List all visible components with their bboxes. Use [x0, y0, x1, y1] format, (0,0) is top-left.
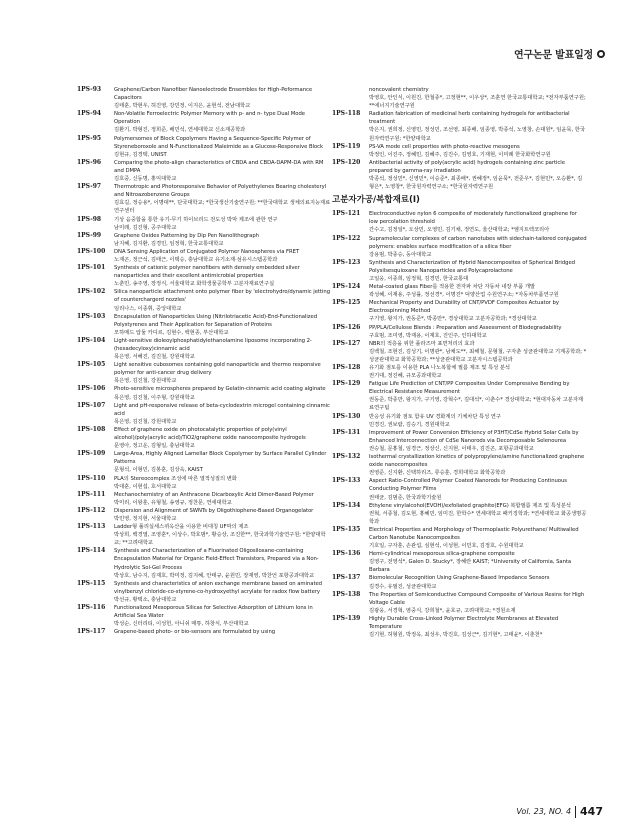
entry-title: Dispersion and Alignment of SWNTs by Oligothiophene-Based Organogelator — [114, 507, 314, 514]
entry-authors: 박정인, 이진주, 정혜민, 김혜주, 김진수, 김영호, 기재현, 이미례 한국화학연구원 — [369, 151, 551, 158]
entry-title: Biomolecular Recognition Using Graphene-Based Impedance Sensors — [369, 575, 550, 582]
list-item — [77, 361, 332, 385]
entry-authors: 박은지, 권희정, 신영민, 정성민, 조선영, 최종배, 임종영, 박종석, 노영창, 손대원*, 임윤묵, 한국원자력연구원; *한양대학교 — [369, 127, 585, 142]
entry-title: Silica nanoparticle attachment onto polymer fiber by 'electrohydro/dynamic jetting of counterchargerd nozzles' — [114, 289, 331, 304]
entry-body — [369, 324, 587, 340]
entry-authors: 박상희, 백경열, 조영훈*, 이상수, 박호범*, 황승상, 조진한**, 한국과학기술연구원; *한양대학교; **고려대학교 — [114, 532, 326, 547]
right-section-list — [332, 210, 587, 639]
list-item — [332, 235, 587, 259]
entry-title: noncovalent chemistry — [369, 87, 429, 93]
entry-authors: 박미리, 이왕훈, 유형철, 송영규, 정찬문, 연세대학교 — [114, 499, 232, 506]
list-item — [332, 453, 587, 477]
entry-body — [114, 523, 332, 547]
list-item — [332, 526, 587, 550]
list-item — [77, 547, 332, 579]
entry-authors: 권승철, 문홍철, 임경근, 정상신, 신지현, 이태우, 김진곤, 포항공과대학교 — [369, 445, 534, 452]
entry-authors: 박종석, 정성민*, 신영민*, 이승준*, 최종배*, 권혜정*, 임윤묵*, 전준우*, 김현민*, 오승환*, 김형은*, 노영창*, 한국원자력연구소; *한국원자력연구원 — [369, 176, 583, 191]
header-title: 연구논문 발표일정 — [514, 50, 593, 61]
entry-title: Electroconductive nylon 6 composite of moderately functionalized graphene for low percolation threshold — [369, 211, 577, 226]
list-item — [77, 507, 332, 523]
entry-authors: 문영아, 정고운, 김형일, 충남대학교 — [114, 443, 195, 450]
entry-authors: 김백철, 조현진, 김성기, 이명관*, 남채도**, 최해철, 문형철, 구자춘 성균관대학교 기계공학과; *성균관대학교 화학공학과; **성균관대학교 고분자시스템공학과 — [369, 348, 587, 363]
entry-number: 1PS-112 — [77, 506, 106, 514]
right-top-list — [332, 86, 587, 191]
entry-number: 1PS-132 — [332, 453, 361, 461]
entry-title: Synthesis of cationic polymer nanofibers with densely embedded silver nanoparticles and their excellent antimicrobial properties — [114, 265, 300, 280]
list-item — [77, 264, 332, 288]
entry-body — [369, 86, 587, 110]
entry-body — [114, 288, 332, 312]
entry-authors: 권혁, 서종철, 김도현, 홍혜민, 임미진, 한학수* 연세대학교 패키징학과; *연세대학교 화공생명공학과 — [369, 510, 587, 525]
entry-title: Metal-coated glass Fiber를 적용한 전자파 차단 자동차 내장 부품 개발 — [369, 284, 535, 291]
entry-number: 1PS-133 — [332, 477, 361, 485]
entry-body — [369, 429, 587, 453]
page-header — [514, 46, 605, 61]
left-column — [77, 86, 332, 636]
list-item — [332, 210, 587, 234]
entry-number: 1PS-94 — [77, 110, 102, 118]
entry-number: 1PS-103 — [77, 312, 106, 320]
entry-number: 1PS-106 — [77, 385, 106, 393]
entry-title: The Properties of Semiconductive Compound Composite of Various Resins for High Voltage Cable — [369, 591, 585, 606]
list-item — [332, 159, 587, 191]
entry-title: Effect of graphene oxide on photocatalytic properties of poly(vinyl alcohol)/poly(acrylic acid)/TiO2/graphene oxide nanocomposite hydrogels — [114, 426, 306, 442]
list-item — [77, 232, 332, 248]
entry-number: 1PS-127 — [332, 339, 361, 347]
page-footer — [516, 805, 603, 818]
entry-body — [114, 232, 332, 248]
entry-authors: 남미래, 김진형, 공주대학교 — [114, 224, 177, 231]
list-item — [332, 380, 587, 412]
entry-number: 1PS-121 — [332, 210, 361, 218]
entry-number: 1PS-130 — [332, 412, 361, 420]
entry-authors: 박성순, 신터리티, 이성헌, 아니쉬 매튜, 하창식, 부산대학교 — [114, 621, 249, 628]
entry-body — [114, 159, 332, 183]
entry-number: 1PS-96 — [77, 158, 102, 166]
list-item — [77, 402, 332, 426]
entry-body — [369, 210, 587, 234]
entry-title: Fatigue Life Prediction of CNT/PP Composites Under Compressive Bending by Electrical Resistance Measurement — [369, 381, 570, 396]
entry-authors: 모하메드 압둘 카디르, 김현수, 백현종, 부산대학교 — [114, 329, 229, 336]
entry-title: Functionalized Mesoporous Silicas for Selective Adsorption of Lithium Ions in Artificial Sea Water — [114, 605, 313, 620]
entry-body — [114, 547, 332, 579]
right-column — [332, 86, 587, 639]
entry-body — [114, 604, 332, 628]
entry-number: 1PS-110 — [77, 474, 106, 482]
volume-label: Vol. 23, NO. 4 — [516, 807, 572, 816]
entry-body — [369, 235, 587, 259]
list-item — [77, 385, 332, 401]
entry-body — [369, 364, 587, 380]
entry-number: 1PS-95 — [77, 134, 102, 142]
list-item — [332, 502, 587, 526]
entry-number: 1PS-114 — [77, 547, 106, 555]
entry-number: 1PS-117 — [77, 628, 106, 636]
entry-title: DNA Sensing Application of Conjugated Polymer Nanospheres via FRET — [114, 248, 300, 255]
entry-title: 반응성 유기화 점토 함유 UV 경화계의 기체차단 특성 연구 — [369, 413, 501, 420]
entry-authors: 구효범, 조미영, 박재용, 이재호, 진인주, 인하대학교 — [369, 332, 487, 339]
entry-authors: 김환기, 박형진, 정희준, 배민석, 연세대학교 신소재공학과 — [114, 127, 246, 134]
list-item — [77, 475, 332, 491]
entry-number: 1PS-101 — [77, 264, 106, 272]
entry-authors: 목은영, 김진철, 강원대학교 — [114, 378, 177, 385]
entry-title: Mechanochemistry of an Anthracene Dicarboxylic Acid Dimer-Based Polymer — [114, 491, 314, 498]
list-item — [332, 429, 587, 453]
entry-authors: 김광웅, 서경혁, 염중식, 강희철*, 윤호규, 고려대학교; *경원소재 — [369, 607, 516, 614]
entry-body — [114, 402, 332, 426]
entry-body — [369, 299, 587, 323]
entry-authors: 김기현, 허형원, 박정옥, 최성우, 박진호, 김성근*, 김기현*, 고태윤*, 이춘천* — [369, 632, 543, 639]
entry-number: 1PS-135 — [332, 525, 361, 533]
entry-title: Ethylene vinylalcohol(EVOH)/exfoliated graphite(EFG) 복합필름 제조 및 특성분석 — [369, 502, 571, 509]
entry-authors: 권기대, 정진혜, 규모공과대학교 — [369, 373, 442, 380]
entry-number: 1PS-124 — [332, 283, 361, 291]
entry-title: Ladder형 폴리실세스퀴옥산을 이용한 비대칭 UF막의 제조 — [114, 524, 249, 531]
entry-title: PS-VA mode cell properties with photo-reactive mesogens — [369, 143, 520, 150]
entry-number: 1PS-116 — [77, 604, 106, 611]
list-item — [77, 604, 332, 628]
entry-title: NBR의 적층을 위한 플라즈마 표면처리의 효과 — [369, 340, 475, 347]
page-number: 447 — [580, 805, 603, 818]
entry-body — [369, 615, 587, 639]
entry-title: Radiation fabrication of medicinal herb containing hydrogels for antibacterial treatment — [369, 111, 570, 126]
entry-body — [369, 550, 587, 574]
entry-title: Grapene-based photo- or bio-sensors are formulated by using — [114, 629, 276, 636]
list-item — [77, 580, 332, 604]
list-item — [77, 337, 332, 361]
entry-body — [114, 385, 332, 401]
entry-number: 1PS-113 — [77, 523, 106, 531]
circle-bullet-icon — [597, 50, 605, 58]
entry-authors: 기호일, 구자훈, 손관섭, 심현석, 이성현, 이민호, 김정호, 수원대학교 — [369, 543, 524, 550]
entry-number: 1PS-104 — [77, 336, 106, 344]
entry-authors: 박선규, 황택소, 충남대학교 — [114, 596, 177, 603]
entry-title: Light sensitive cubosomes containing gold nanoparticle and thermo responsive polymer for anti-cancer drug delivery — [114, 362, 321, 377]
entry-number: 1PS-134 — [332, 501, 361, 509]
list-item — [332, 574, 587, 590]
entry-title: 기상 음중합을 통한 유기-무기 하이브리드 전도성 박막 제조에 관한 연구 — [114, 216, 278, 223]
entry-title: Light and pH-responsive release of beta-cyclodextrin microgel containing cinnamic acid — [114, 402, 330, 417]
entry-title: Highly Durable Cross-Linked Polymer Electrolyte Membranes at Elevated Temperature — [369, 615, 559, 630]
entry-title: PLA의 Stereocomplex 조성에 따른 열적성질의 변화 — [114, 475, 237, 482]
entry-body — [369, 526, 587, 550]
entry-authors: 목은영, 김진철, 이주형, 강원대학교 — [114, 394, 195, 401]
entry-number: 1PS-115 — [77, 579, 106, 587]
entry-number: 1PS-107 — [77, 401, 106, 409]
list-item — [332, 299, 587, 323]
list-item — [332, 86, 587, 110]
entry-authors: 박대훈, 이현섭, 호서대학교 — [114, 483, 177, 490]
entry-title: Encapsulation of Nanoparticles Using (Nitrilotriacetic Acid)-End-Functionalized Polystyrenes and Their Application for Separation of Proteins — [114, 313, 318, 328]
entry-body — [369, 259, 587, 283]
list-item — [332, 324, 587, 340]
entry-authors: 구기영, 왕지가, 권동준*, 박종만*, 경상대학교 고분자공학과; *경상대학교 — [369, 316, 537, 323]
list-item — [77, 159, 332, 183]
entry-body — [369, 159, 587, 191]
entry-authors: 박상호, 남수지, 김재호, 박미정, 김지혜, 안태규, 윤원민, 장재영, 박찬언 포항공과대학교 — [114, 572, 315, 579]
entry-title: Supramolecular complexes of carbon nanotubes with sidechain-tailored conjugated polymers: enables surface modification of a silica fiber — [369, 235, 587, 250]
entry-body — [114, 491, 332, 507]
entry-body — [369, 591, 587, 615]
entry-number: 1PS-137 — [332, 574, 361, 582]
entry-body — [369, 143, 587, 159]
entry-body — [114, 361, 332, 385]
entry-body — [114, 426, 332, 450]
list-item — [332, 615, 587, 639]
entry-authors: 간수고, 김정일*, 오상민, 오영민, 김기채, 정연도, 울산대학교; *엠지트렉코리아 — [369, 227, 550, 234]
entry-title: Aspect Ratio-Controlled Polymer Coated Nanorods for Producing Continuous Conducting Polymer Films — [369, 478, 568, 493]
entry-body — [114, 313, 332, 337]
entry-number: 1PS-129 — [332, 380, 361, 388]
list-item — [332, 340, 587, 364]
entry-body — [114, 580, 332, 604]
entry-title: Synthesis and Characterization of a Fluorinated Oligosiloxane-containing Encapsulation Material for Organic Field-Effect Transistors, Prepared via a Non-Hydrolytic Sol-Gel Process — [114, 548, 319, 571]
entry-title: PP/PLA/Cellulose Blends : Preparation and Assessment of Biodegradability — [369, 324, 562, 331]
entry-number: 1PS-108 — [77, 425, 106, 433]
entry-authors: 김영구, 전영석*, Galen D. Stucky*, 장혜란 KAIST; *University of California, Santa Barbara — [369, 559, 572, 574]
entry-authors: 임리나스, 이종휘, 중앙대학교 — [114, 305, 182, 312]
entry-number: 1PS-123 — [332, 258, 361, 266]
entry-title: Photo-sensitive microspheres prepared by Gelatin-cinnamic acid coating alginate — [114, 386, 326, 393]
entry-authors: 곽성혜, 이재용, 주성률, 정선경*, 이명진* 덕양산업 수원연구소; *자동차부품연구원 — [369, 292, 559, 299]
entry-number: 1PS-119 — [332, 142, 361, 150]
entry-number: 1PS-93 — [77, 86, 102, 93]
entry-body — [114, 507, 332, 523]
list-item — [77, 135, 332, 159]
list-item — [77, 426, 332, 450]
list-item — [332, 477, 587, 501]
entry-body — [114, 216, 332, 232]
entry-title: Graphene/Carbon Nanofiber Nanoelectrode Ensembles for High-Peformance Capacitors — [114, 87, 313, 102]
entry-authors: 목은영, 서혜진, 김진철, 강원대학교 — [114, 354, 195, 361]
entry-number: 1PS-126 — [332, 323, 361, 331]
entry-title: 유기화 점토를 이용한 PLA 나노복합체 필름 제조 및 특성 분석 — [369, 365, 510, 371]
entry-body — [369, 413, 587, 429]
entry-title: Large-Area, Highly Aligned Lamellar Block Copolymer by Surface Parallel Cylinder Patterns — [114, 451, 327, 466]
entry-authors: 김현규, 김경택, UNIST — [114, 151, 167, 158]
list-item — [77, 183, 332, 215]
entry-title: Synthesis and characteristics of anion exchange membrane based on aminated vinylbenzyl chloride-co-styrene-co-hydroxyethyl acrylate for radox flow battery — [114, 580, 322, 595]
list-item — [77, 288, 332, 312]
list-item — [332, 110, 587, 142]
list-item — [77, 450, 332, 474]
entry-number: 1PS-128 — [332, 364, 361, 371]
entry-authors: 박영호, 안인식, 이원진, 한철종*, 고정현**, 이우상*, 조훈연 한국교통대학교; *전자부품연구원; **에너지기술연구원 — [369, 95, 586, 110]
list-item — [332, 550, 587, 574]
entry-authors: 권동준, 박종만, 왕지가, 구기영, 강혁수*, 김대석*, 이춘수* 경상대학교; *현대자동차 고분자재료연구팀 — [369, 397, 583, 412]
entry-body — [114, 86, 332, 110]
entry-title: Mechanical Property and Durability of CNT/PVDF Composites Actuator by Electrospinning Method — [369, 300, 559, 315]
entry-title: Electrical Properties and Morphology of Thermoplastic Polyurethane/ Multiwalled Carbon Nanotube Nanocomposites — [369, 526, 579, 541]
entry-number: 1PS-118 — [332, 110, 361, 118]
list-item — [332, 591, 587, 615]
entry-title: Comparing the photo-align characteristics of CBDA and CBDA-DAPM-DA with RM and DMPA — [114, 159, 324, 174]
entry-title: Improvement of Power Conversion Efficiency of P3HT/CdSe Hybrid Solar Cells by Enhanced Interconnection of CdSe Nanorods via Decomposable Selenourea — [369, 429, 579, 444]
entry-body — [369, 380, 587, 412]
list-item — [332, 283, 587, 299]
entry-title: Light-sensitive dioleoylphosphatidylethanolamine liposome incorporating 2-(hexadecyloxy)cinnamic acid — [114, 337, 312, 352]
entry-authors: 노춘민, 송주영, 장정식, 서울대학교 화학생물공학부 고분자재료연구실 — [114, 281, 275, 288]
entry-authors: 문형석, 이형민, 김봉훈, 김상욱, KAIST — [114, 467, 203, 474]
entry-number: 1PS-99 — [77, 231, 102, 239]
entry-number: 1PS-105 — [77, 361, 106, 369]
entry-number: 1PS-138 — [332, 590, 361, 598]
entry-number: 1PS-122 — [332, 234, 361, 242]
list-item — [77, 86, 332, 110]
entry-authors: 김경수, 유필진, 성균관대학교 — [369, 583, 437, 590]
entry-body — [114, 450, 332, 474]
entry-body — [114, 248, 332, 264]
entry-title: Synthesis and Characterization of Hybrid Nanocomposites of Spherical Bridged Polysilsesquioxane Nanoparticles and Polycaprolactone — [369, 259, 575, 274]
entry-body — [114, 135, 332, 159]
footer-divider — [575, 806, 576, 818]
entry-body — [114, 264, 332, 288]
list-item — [332, 364, 587, 380]
entry-authors: 강용범, 박종승, 동아대학교 — [369, 251, 432, 258]
entry-authors: 남지혜, 김지환, 김경민, 임정혁, 한국교통대학교 — [114, 240, 224, 247]
entry-authors: 노재곤, 정근석, 김태근, 이택승, 충남대학교 유기소재·섬유시스템공학과 — [114, 256, 278, 263]
entry-authors: 목은영, 김진철, 강원대학교 — [114, 418, 177, 425]
entry-title: Thermotropic and Photoresponsive Behavior of Polyethylenes Bearing cholesteryl and Nitroazobenzene Groups — [114, 184, 327, 199]
entry-number: 1PS-109 — [77, 450, 106, 458]
entry-body — [114, 337, 332, 361]
entry-number: 1PS-97 — [77, 183, 102, 191]
list-item — [77, 248, 332, 264]
entry-number: 1PS-139 — [332, 614, 361, 622]
entry-number: 1PS-100 — [77, 247, 106, 255]
list-item — [77, 110, 332, 134]
entry-number: 1PS-98 — [77, 215, 102, 223]
entry-authors: 권태균, 김범준, 한국과학기술원 — [369, 494, 442, 501]
entry-authors: 김호중, 신동명, 홍익대학교 — [114, 176, 177, 183]
entry-body — [114, 183, 332, 215]
entry-body — [369, 453, 587, 477]
entry-title: Hemi-cylindrical mesoporous silica-graphene composite — [369, 551, 515, 558]
entry-body — [114, 110, 332, 134]
list-item — [77, 216, 332, 232]
list-item — [77, 313, 332, 337]
list-item — [77, 491, 332, 507]
entry-authors: 민경진, 권보람, 김승기, 경원대학교 — [369, 421, 450, 428]
entry-authors: 김효길, 정승용*, 이명대**, 단국대학교; *한국생산기술연구원; **한국대학교 생체의료지능재료연구센터 — [114, 200, 331, 215]
entry-body — [369, 574, 587, 590]
list-item — [77, 523, 332, 547]
entry-body — [114, 475, 332, 491]
section-heading: 고분자가공/복합재료(I) — [332, 195, 420, 206]
list-item — [332, 259, 587, 283]
entry-title: Graphene Oxides Patterning by Dip Pen Nanolithograph — [114, 232, 259, 239]
list-item — [77, 628, 332, 636]
entry-body — [369, 477, 587, 501]
entry-number: 1PS-102 — [77, 288, 106, 296]
entry-title: Polymersomes of Block Copolymers Having a Sequence-Specific Polymer of Styreneboroxole and N-Functionalized Maleimide as a Glucose-Responsive Block — [114, 135, 324, 150]
entry-title: Isothermal crystallization kinetics of polypropylene/amine functionalized graphene oxide nanocomposites — [369, 454, 585, 469]
list-item — [332, 413, 587, 429]
entry-number: 1PS-120 — [332, 158, 361, 166]
entry-title: Non-Volatile Ferroelectric Polymer Memory with p- and n- type Dual Mode Operation — [114, 111, 305, 126]
entry-body — [114, 628, 332, 636]
entry-authors: 고일웅, 이종희, 임정혁, 김경민, 한국교통대 — [369, 275, 469, 282]
entry-body — [369, 502, 587, 526]
entry-number: 1PS-125 — [332, 299, 361, 307]
entry-authors: 박민영, 정지현, 서울대학교 — [114, 515, 177, 522]
entry-authors: 김태훈, 박현우, 허진영, 강민정, 이지은, 윤현석, 전남대학교 — [114, 103, 251, 110]
entry-title: Antibacterial activity of poly(acrylic acid) hydrogels containing zinc particle prepared by gamma-ray irradiation — [369, 159, 565, 174]
entry-number: 1PS-131 — [332, 428, 361, 436]
entry-body — [369, 283, 587, 299]
entry-number: 1PS-111 — [77, 490, 106, 498]
entry-body — [369, 110, 587, 142]
entry-body — [369, 340, 587, 364]
entry-number: 1PS-136 — [332, 550, 361, 558]
entry-authors: 권영준, 신지환, 신택하리즈, 류승훈, 경희대학교 화학공학과 — [369, 470, 506, 477]
list-item — [332, 143, 587, 159]
